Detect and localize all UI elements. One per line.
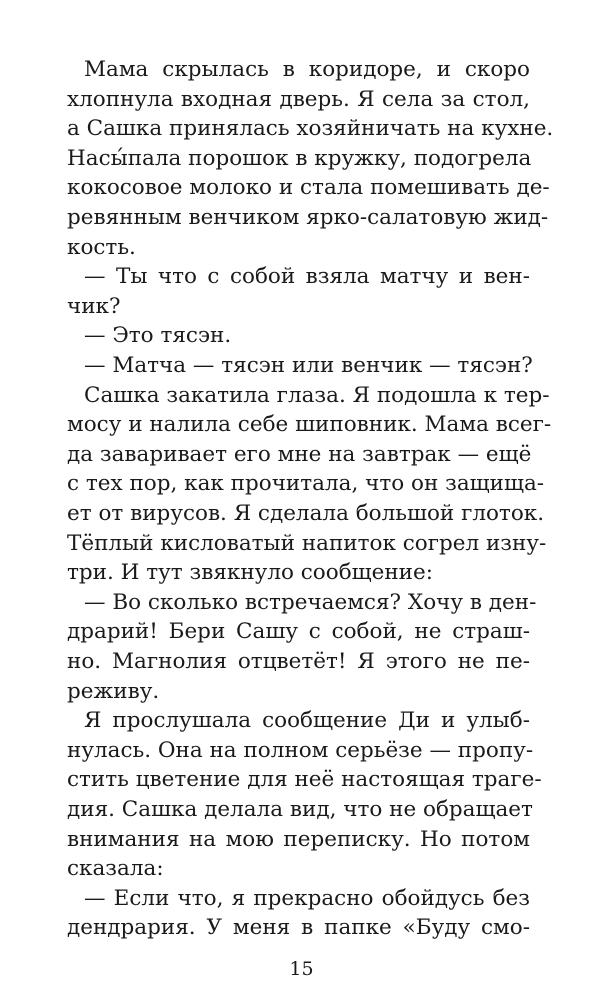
text-line: мосу и налила себе шиповник. Мама всег- xyxy=(67,412,552,437)
text-line: — Это тясэн. xyxy=(84,323,232,348)
text-line: — Ты что с собой взяла матчу и вен- xyxy=(84,264,530,289)
text-line: хлопнула входная дверь. Я села за стол, xyxy=(67,87,530,112)
text-line: — Если что, я прекрасно обойдусь без xyxy=(84,886,530,911)
text-line: драрий! Бери Сашу с собой, не страш- xyxy=(67,619,530,644)
text-line: кость. xyxy=(67,235,136,260)
text-line: Мама скрылась в коридоре, и скоро xyxy=(84,57,530,82)
text-line: ет от вирусов. Я сделала большой глоток. xyxy=(67,501,545,526)
text-line: Сашка закатила глаза. Я подошла к тер- xyxy=(84,383,550,408)
text-line: Насы́пала порошок в кружку, подогрела xyxy=(67,146,532,171)
text-line: ревянным венчиком ярко-салатовую жид- xyxy=(67,205,549,230)
text-line: а Сашка принялась хозяйничать на кухне. xyxy=(67,116,554,141)
text-line: — Матча — тясэн или венчик — тясэн? xyxy=(84,353,533,378)
text-line: с тех пор, как прочитала, что он защища- xyxy=(67,471,545,496)
text-line: дендрария. У меня в папке «Буду смо- xyxy=(67,915,530,940)
text-line: реживу. xyxy=(67,679,160,704)
text-line: дия. Сашка делала вид, что не обращает xyxy=(67,797,533,822)
text-line: три. И тут звякнуло сообщение: xyxy=(67,560,433,585)
text-line: стить цветение для неё настоящая траге- xyxy=(67,767,542,792)
text-line: сказала: xyxy=(67,856,164,881)
text-line: Тёплый кисловатый напиток согрел изну- xyxy=(67,531,547,556)
text-line: да заваривает его мне на завтрак — ещё xyxy=(67,442,532,467)
text-line: внимания на мою переписку. Но потом xyxy=(67,827,530,852)
text-line: кокосовое молоко и стала помешивать де- xyxy=(67,175,550,200)
text-line: но. Магнолия отцветёт! Я этого не пе- xyxy=(67,649,530,674)
text-line: — Во сколько встречаемся? Хочу в ден- xyxy=(84,590,537,615)
text-line: чик? xyxy=(67,294,121,319)
text-line: Я прослушала сообщение Ди и улыб- xyxy=(84,708,530,733)
page-number: 15 xyxy=(289,958,314,980)
text-line: нулась. Она на полном серьёзе — пропу- xyxy=(67,738,534,763)
